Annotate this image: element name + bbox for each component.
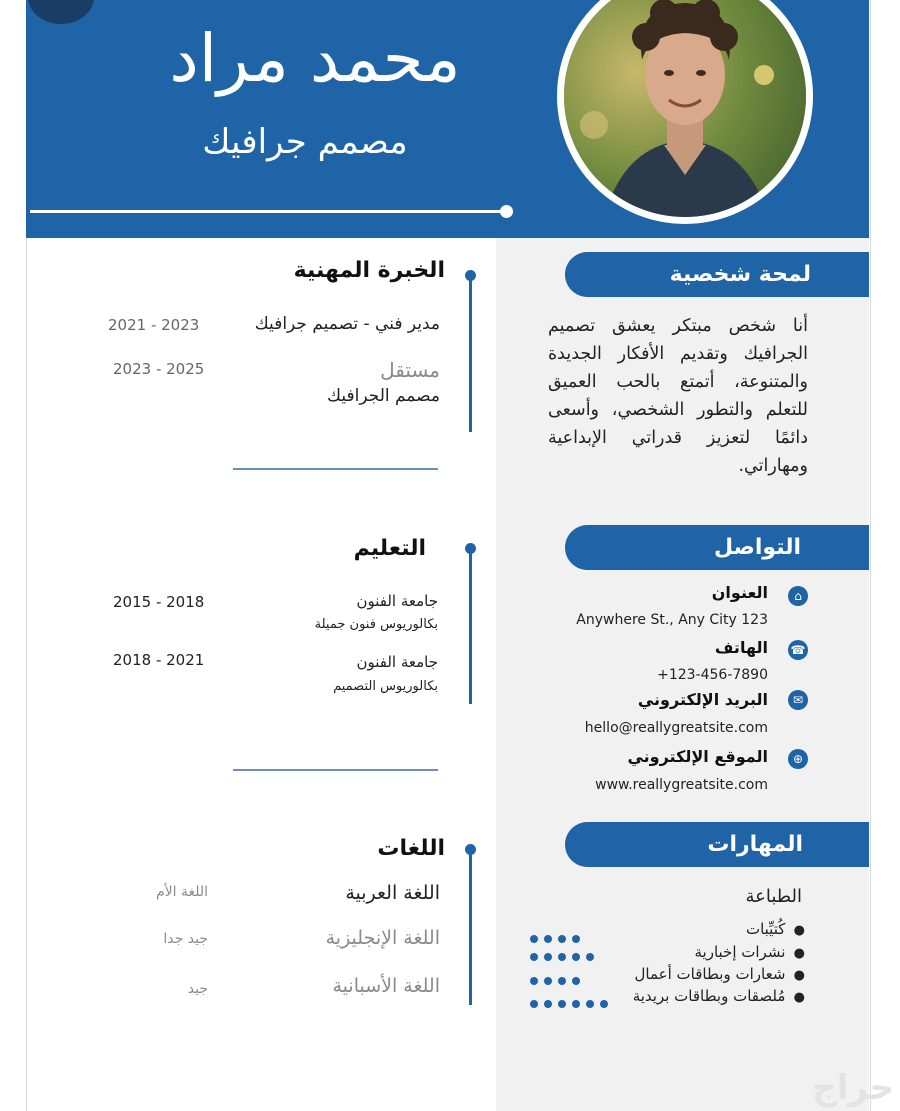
skill-level-dot <box>572 953 580 961</box>
contact-value-phone: +123-456-7890 <box>657 667 768 683</box>
job-title: مصمم جرافيك <box>202 122 408 162</box>
skill-item-4: ● مُلصقات وبطاقات بريدية <box>632 987 805 1005</box>
skill-level-4 <box>530 993 614 1003</box>
language-level-1: اللغة الأم <box>155 884 208 900</box>
education-divider <box>233 769 438 771</box>
education-dates-2: 2018 - 2021 <box>113 651 205 669</box>
experience-role-1: مدير فني - تصميم جرافيك <box>254 314 440 334</box>
education-school-1: جامعة الفنون <box>356 592 438 610</box>
skill-level-3 <box>530 970 586 980</box>
skill-level-dot <box>544 953 552 961</box>
skill-level-dot <box>544 935 552 943</box>
education-school-2: جامعة الفنون <box>356 653 438 671</box>
contact-label-address: العنوان <box>711 583 768 602</box>
skill-level-dot <box>572 977 580 985</box>
language-name-2: اللغة الإنجليزية <box>325 927 440 949</box>
education-timeline <box>469 549 472 704</box>
education-degree-2: بكالوريوس التصميم <box>333 679 438 694</box>
skill-level-dot <box>572 1000 580 1008</box>
experience-dates-2: 2023 - 2025 <box>113 360 205 378</box>
education-degree-1: بكالوريوس فنون جميلة <box>314 617 438 632</box>
language-level-2: جيد جدا <box>163 931 208 947</box>
contact-value-website: www.reallygreatsite.com <box>595 777 768 793</box>
contact-value-email: hello@reallygreatsite.com <box>584 720 768 736</box>
skill-level-dot <box>544 977 552 985</box>
contact-value-address: Anywhere St., Any City 123 <box>576 612 768 628</box>
watermark: حراج <box>812 1068 894 1108</box>
skill-level-dot <box>530 977 538 985</box>
header-divider-dot <box>500 205 513 218</box>
experience-divider <box>233 468 438 470</box>
skill-level-dot <box>530 935 538 943</box>
profile-text: أنا شخص مبتكر يعشق تصميم الجرافيك وتقديم الأفكار الجديدة والمتنوعة، أتمتع بالحب العميق للتعلم والتطور الشخصي، وأسعى دائمًا لتعزيز قدراتي الإبداعية ومهاراتي. <box>548 316 808 476</box>
skill-level-dot <box>558 935 566 943</box>
phone-icon: ☎ <box>788 640 808 660</box>
contact-label-email: البريد الإلكتروني <box>637 690 768 709</box>
skill-name-2: نشرات إخبارية <box>694 943 786 961</box>
experience-dates-1: 2021 - 2023 <box>108 316 200 334</box>
mail-icon: ✉ <box>788 690 808 710</box>
contact-label-website: الموقع الإلكتروني <box>627 747 768 766</box>
profile-title: لمحة شخصية <box>669 262 811 287</box>
header-divider <box>30 210 506 213</box>
skill-level-dot <box>558 977 566 985</box>
experience-role-2-line2: مصمم الجرافيك <box>327 386 440 406</box>
experience-role-2-line1: مستقل <box>380 358 440 382</box>
contact-header <box>565 525 869 570</box>
skill-item-2: ● نشرات إخبارية <box>694 943 805 961</box>
skill-item-3: ● شعارات وبطاقات أعمال <box>634 965 805 983</box>
skill-level-2 <box>530 946 600 956</box>
skill-level-dot <box>544 1000 552 1008</box>
experience-timeline <box>469 276 472 432</box>
skill-level-1 <box>530 928 586 938</box>
skill-name-3: شعارات وبطاقات أعمال <box>634 965 786 983</box>
skill-level-dot <box>530 953 538 961</box>
education-title: التعليم <box>353 536 426 561</box>
skill-level-dot <box>586 1000 594 1008</box>
home-icon: ⌂ <box>788 586 808 606</box>
skill-level-dot <box>572 935 580 943</box>
language-level-3: جيد <box>187 981 208 997</box>
skill-name-4: مُلصقات وبطاقات بريدية <box>632 987 786 1005</box>
contact-title: التواصل <box>713 535 801 560</box>
skill-level-dot <box>600 1000 608 1008</box>
skill-level-dot <box>586 953 594 961</box>
contact-label-phone: الهاتف <box>714 638 768 657</box>
experience-title: الخبرة المهنية <box>293 258 445 283</box>
languages-timeline <box>469 850 472 1005</box>
skills-group: الطباعة <box>745 886 802 907</box>
profile-header <box>565 252 869 297</box>
languages-title: اللغات <box>377 836 445 861</box>
person-name: محمد مراد <box>169 20 461 97</box>
skills-title: المهارات <box>707 832 803 857</box>
language-name-3: اللغة الأسبانية <box>332 975 440 997</box>
globe-icon: ⊕ <box>788 749 808 769</box>
skill-name-1: كُتيِّبات <box>745 920 786 938</box>
skill-level-dot <box>530 1000 538 1008</box>
skills-header <box>565 822 869 867</box>
skill-item-1: ● كُتيِّبات <box>745 920 805 938</box>
skill-level-dot <box>558 1000 566 1008</box>
language-name-1: اللغة العربية <box>345 882 440 904</box>
skill-level-dot <box>558 953 566 961</box>
education-dates-1: 2015 - 2018 <box>113 593 205 611</box>
